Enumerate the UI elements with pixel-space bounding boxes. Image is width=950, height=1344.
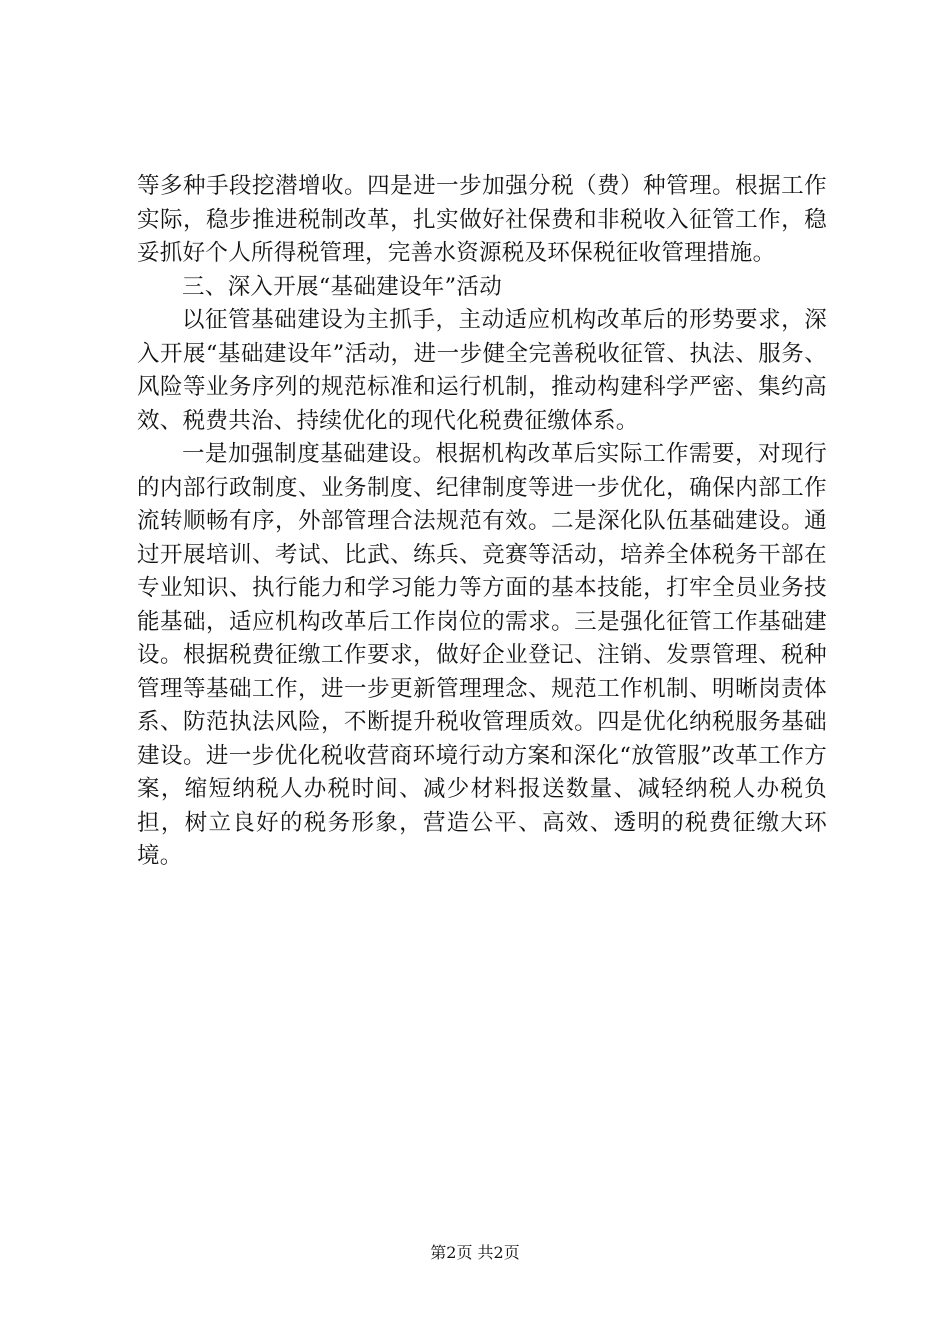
- paragraph-intro: 以征管基础建设为主抓手，主动适应机构改革后的形势要求，深入开展“基础建设年”活动，进一步健全完善税收征管、执法、服务、风险等业务序列的规范标准和运行机制，推动构建科学严密、集约高效、税费共治、持续优化的现代化税费征缴体系。: [137, 307, 827, 434]
- document-body: [137, 170, 827, 874]
- paragraph-continuation: 等多种手段挖潜增收。四是进一步加强分税（费）种管理。根据工作实际，稳步推进税制改革，扎实做好社保费和非税收入征管工作，稳妥抓好个人所得税管理，完善水资源税及环保税征收管理措施。: [137, 173, 827, 266]
- paragraph-details: 一是加强制度基础建设。根据机构改革后实际工作需要，对现行的内部行政制度、业务制度、纪律制度等进一步优化，确保内部工作流转顺畅有序，外部管理合法规范有效。二是深化队伍基础建设。通过开展培训、考试、比武、练兵、竞赛等活动，培养全体税务干部在专业知识、执行能力和学习能力等方面的基本技能，打牢全员业务技能基础，适应机构改革后工作岗位的需求。三是强化征管工作基础建设。根据税费征缴工作要求，做好企业登记、注销、发票管理、税种管理等基础工作，进一步更新管理理念、规范工作机制、明晰岗责体系、防范执法风险，不断提升税收管理质效。四是优化纳税服务基础建设。进一步优化税收营商环境行动方案和深化“放管服”改革工作方案，缩短纳税人办税时间、减少材料报送数量、减轻纳税人办税负担，树立良好的税务形象，营造公平、高效、透明的税费征缴大环境。: [137, 441, 827, 869]
- page-footer: 第2页 共2页: [430, 1243, 520, 1262]
- section-heading: 三、深入开展“基础建设年”活动: [182, 273, 503, 300]
